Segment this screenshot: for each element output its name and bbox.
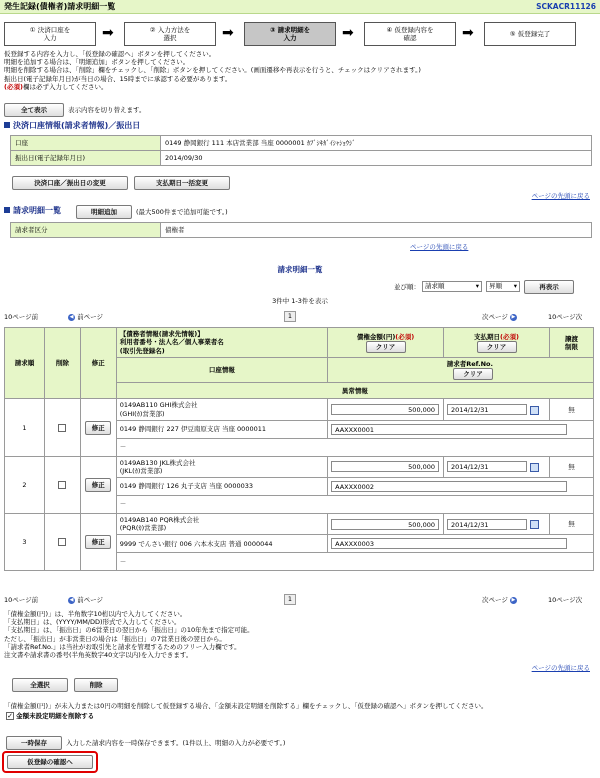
row-delete-checkbox[interactable] xyxy=(58,538,66,546)
step-1: ① 決済口座を 入力 xyxy=(4,22,96,46)
col-ref-header: 請求者Ref.No. クリア xyxy=(328,358,594,383)
detail-section-title: 請求明細一覧 xyxy=(4,206,61,216)
row-due-input[interactable]: 2014/12/31 xyxy=(447,519,527,530)
row-error: － xyxy=(116,553,593,571)
section-bullet-icon xyxy=(4,207,10,213)
pager-prev10[interactable]: 10ページ前 xyxy=(4,313,39,321)
row-ref-input[interactable]: AAXXX0003 xyxy=(331,538,567,549)
screen-code: SCKACR11126 xyxy=(536,2,596,11)
sort-select[interactable]: 請求順 ▾ xyxy=(422,281,482,292)
account-value: 0149 静岡銀行 111 本店営業部 当座 0000001 ｶﾌﾞｼｷｶﾞｲｼｬｼｮｳｼﾞ xyxy=(161,136,592,151)
input-notes: 「債権金額(円)」は、半角数字10桁以内で入力してください。 「支払期日」は、(YYYY/MM/DD)形式で入力してください。 「支払期日」は、「振出日」の6営業日の翌日から「振出日」の10年先まで指定可能。 ただし、「振出日」が非営業日の場合は「振出日」の7営業日後の翌日から。 「請求者Ref.No.」は当社がお取引先と請求を管理するためのフリー入力欄です。 注文書や請求書の番号(半角英数字40文字以内)を入力できます。 xyxy=(4,610,254,660)
pager-page[interactable]: 1 xyxy=(284,311,296,322)
step-arrow-icon: ➡ xyxy=(462,25,474,41)
row-edit-button[interactable]: 修正 xyxy=(85,421,111,435)
add-detail-button[interactable]: 明細追加 xyxy=(76,205,132,219)
calendar-icon[interactable] xyxy=(530,520,539,529)
row-order: 2 xyxy=(5,456,45,513)
step-4: ④ 仮登録内容を 確認 xyxy=(364,22,456,46)
order-select[interactable]: 昇順 ▾ xyxy=(486,281,520,292)
prev-arrow-icon: ◀ xyxy=(69,596,74,603)
col-error-header: 異常情報 xyxy=(116,383,593,399)
select-all-button[interactable]: 全選択 xyxy=(12,678,68,692)
pager-page[interactable]: 1 xyxy=(284,594,296,605)
row-error: － xyxy=(116,438,593,456)
confirm-registration-button[interactable]: 仮登録の確認へ xyxy=(7,755,93,769)
delete-button[interactable]: 削除 xyxy=(74,678,118,692)
section-bullet-icon xyxy=(4,122,10,128)
list-title: 請求明細一覧 xyxy=(277,265,323,274)
pager-next10[interactable]: 10ページ次 xyxy=(548,313,583,321)
row-delete-checkbox[interactable] xyxy=(58,481,66,489)
pager-prev[interactable]: ◀ 前ページ xyxy=(69,313,103,321)
row-order: 3 xyxy=(5,513,45,570)
pager-prev10[interactable]: 10ページ前 xyxy=(4,596,39,604)
row-delete-checkbox[interactable] xyxy=(58,424,66,432)
step-arrow-icon: ➡ xyxy=(222,25,234,41)
step-5: ⑤ 仮登録完了 xyxy=(484,22,576,46)
pager-next10[interactable]: 10ページ次 xyxy=(548,596,583,604)
step-3-current: ③ 請求明細を 入力 xyxy=(244,22,336,46)
table-row xyxy=(5,513,594,534)
issue-date-label: 振出日(電子記録年月日) xyxy=(11,151,161,166)
col-due-header: 支払期日(必須) クリア xyxy=(444,328,550,358)
table-row xyxy=(5,399,594,420)
row-due-input[interactable]: 2014/12/31 xyxy=(447,461,527,472)
back-to-top-link[interactable]: ページの先頭に戻る xyxy=(531,664,590,672)
calendar-icon[interactable] xyxy=(530,406,539,415)
temp-save-note: 入力した請求内容を一時保存できます。(1件以上、明細の入力が必要です。) xyxy=(66,739,286,747)
bulk-due-change-button[interactable]: 支払期日一括変更 xyxy=(134,176,230,190)
row-account: 9999 でんさい銀行 006 六本木支店 普通 0000044 xyxy=(116,535,327,553)
row-ref-input[interactable]: AAXXX0002 xyxy=(331,481,567,492)
account-label: 口座 xyxy=(11,136,161,151)
row-edit-button[interactable]: 修正 xyxy=(85,535,111,549)
result-count: 3件中 1-3件を表示 xyxy=(272,297,328,305)
col-transfer-header: 譲渡 制限 xyxy=(550,328,594,358)
row-account: 0149 静岡銀行 227 伊豆南原支店 当座 0000011 xyxy=(116,420,327,438)
row-due-input[interactable]: 2014/12/31 xyxy=(447,404,527,415)
col-order-header: 請求順 xyxy=(5,328,45,399)
step-arrow-icon: ➡ xyxy=(342,25,354,41)
clear-amount-button[interactable]: クリア xyxy=(366,341,406,353)
zero-amount-note: 「債権金額(円)」が未入力または0円の明細を削除して仮登録する場合、「金額未設定明細を削除する」欄をチェックし、「仮登録の確認へ」ボタンを押してください。 xyxy=(4,702,488,710)
row-ref-input[interactable]: AAXXX0001 xyxy=(331,424,567,435)
row-error: － xyxy=(116,495,593,513)
account-section-title: 決済口座情報(請求者情報)／振出日 xyxy=(4,121,140,131)
next-arrow-icon: ▶ xyxy=(511,313,516,320)
chevron-down-icon: ▾ xyxy=(513,282,517,290)
col-delete-header: 削除 xyxy=(44,328,80,399)
row-party: 0149AB130 JKL株式会社 (JKL(ｶ)営業部) xyxy=(116,456,327,477)
row-order: 1 xyxy=(5,399,45,456)
row-party: 0149AB110 GHI株式会社 (GHI(ｶ)営業部) xyxy=(116,399,327,420)
zero-amount-checkbox[interactable] xyxy=(6,712,14,720)
pager-prev[interactable]: ◀ 前ページ xyxy=(69,596,103,604)
add-detail-note: (最大500件まで追加可能です。) xyxy=(136,208,228,216)
row-transfer: 無 xyxy=(550,513,594,534)
back-to-top-link[interactable]: ページの先頭に戻る xyxy=(531,192,590,200)
col-edit-header: 修正 xyxy=(80,328,116,399)
intro-text: 仮登録する内容を入力し、「仮登録の確認へ」ボタンを押してください。 明細を追加する場合は、「明細追加」ボタンを押してください。 明細を削除する場合は、「削除」欄をチェックし、「削除」ボタンを押してください。(画面遷移や再表示を行うと、チェックはクリアされます。) 振出日(電子記録年月日)が当日の場合、15時までに承認する必要があります。 (必須)欄は必ず入力してください。 xyxy=(4,50,421,91)
next-arrow-icon: ▶ xyxy=(511,596,516,603)
row-amount-input[interactable]: 500,000 xyxy=(331,404,439,415)
calendar-icon[interactable] xyxy=(530,463,539,472)
clear-due-button[interactable]: クリア xyxy=(477,341,517,353)
redisplay-button[interactable]: 再表示 xyxy=(524,280,574,294)
row-account: 0149 静岡銀行 126 丸子支店 当座 0000033 xyxy=(116,477,327,495)
temp-save-button[interactable]: 一時保存 xyxy=(6,736,62,750)
account-info-table xyxy=(10,135,592,166)
prev-arrow-icon: ◀ xyxy=(69,313,74,320)
row-transfer: 無 xyxy=(550,399,594,420)
issue-date-value: 2014/09/30 xyxy=(161,151,592,166)
show-all-desc: 表示内容を切り替えます。 xyxy=(68,106,146,114)
chevron-down-icon: ▾ xyxy=(475,282,479,290)
show-all-button[interactable]: 全て表示 xyxy=(4,103,64,117)
row-transfer: 無 xyxy=(550,456,594,477)
col-amount-header: 債権金額(円)(必須) クリア xyxy=(328,328,444,358)
requester-table xyxy=(10,222,592,238)
back-to-top-link[interactable]: ページの先頭に戻る xyxy=(410,243,469,251)
requester-label: 請求者区分 xyxy=(11,223,161,238)
required-mark: (必須) xyxy=(4,82,23,91)
row-party: 0149AB140 PQR株式会社 (PQR(ｶ)営業部) xyxy=(116,513,327,534)
pager-next[interactable]: 次ページ ▶ xyxy=(482,596,516,604)
sort-label: 並び順： xyxy=(394,283,420,291)
step-2: ② 入力方法を 選択 xyxy=(124,22,216,46)
row-amount-input[interactable]: 500,000 xyxy=(331,461,439,472)
pager-next[interactable]: 次ページ ▶ xyxy=(482,313,516,321)
step-arrow-icon: ➡ xyxy=(102,25,114,41)
row-edit-button[interactable]: 修正 xyxy=(85,478,111,492)
title-bar xyxy=(0,0,600,14)
detail-table xyxy=(4,327,594,571)
zero-amount-option: ✓ 金額未設定明細を削除する xyxy=(6,712,94,720)
row-amount-input[interactable]: 500,000 xyxy=(331,519,439,530)
table-row xyxy=(5,456,594,477)
change-account-button[interactable]: 決済口座／振出日の変更 xyxy=(12,176,128,190)
requester-value: 債権者 xyxy=(161,223,592,238)
col-account-header: 口座情報 xyxy=(116,358,327,383)
page-title: 発生記録(債権者)請求明細一覧 xyxy=(4,2,116,11)
clear-ref-button[interactable]: クリア xyxy=(453,368,493,380)
col-party-header: 【債務者情報(請求先情報)】 利用者番号・法人名／個人事業者名 (取引先登録名) xyxy=(116,328,327,358)
